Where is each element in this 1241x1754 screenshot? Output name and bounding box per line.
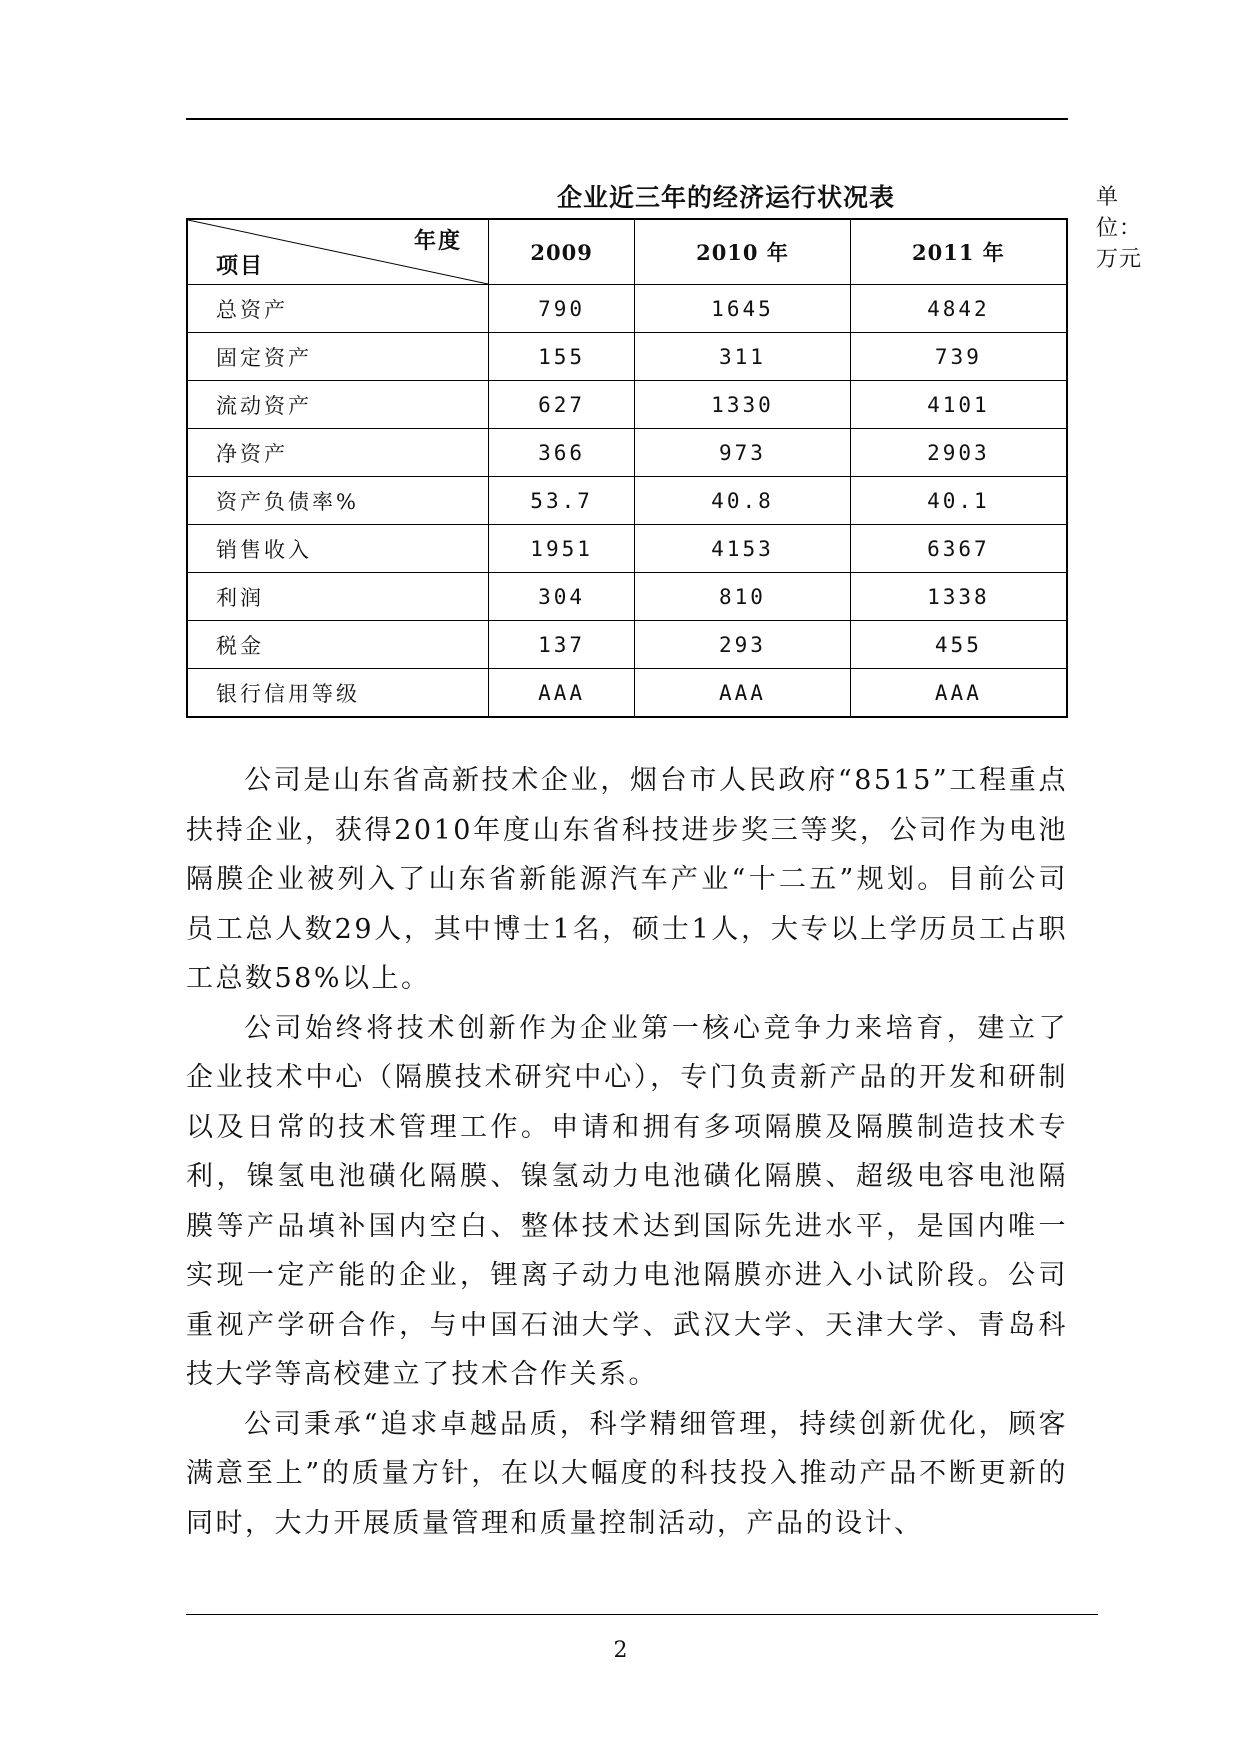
- table-row: [187, 333, 1067, 381]
- row-label: 总资产: [187, 285, 489, 333]
- row-label: 利润: [187, 573, 489, 621]
- footer-rule: [186, 1614, 1098, 1615]
- table-title: 企业近三年的经济运行状况表: [556, 183, 895, 212]
- row-label: 流动资产: [187, 381, 489, 429]
- cell-value: AAA: [850, 669, 1067, 718]
- table-row: [187, 477, 1067, 525]
- cell-value: 366: [489, 429, 635, 477]
- row-label: 资产负债率%: [187, 477, 489, 525]
- paragraph: 公司始终将技术创新作为企业第一核心竞争力来培育，建立了企业技术中心（隔膜技术研究中心），专门负责新产品的开发和研制以及日常的技术管理工作。申请和拥有多项隔膜及隔膜制造技术专利，镍氢电池磺化隔膜、镍氢动力电池磺化隔膜、超级电容电池隔膜等产品填补国内空白、整体技术达到国际先进水平，是国内唯一实现一定产能的企业，锂离子动力电池隔膜亦进入小试阶段。公司重视产学研合作，与中国石油大学、武汉大学、天津大学、青岛科技大学等高校建立了技术合作关系。: [186, 1012, 1068, 1390]
- table-row: [187, 381, 1067, 429]
- table-row: [187, 285, 1067, 333]
- paragraph: 公司秉承“追求卓越品质，科学精细管理，持续创新优化，顾客满意至上”的质量方针，在以大幅度的科技投入推动产品不断更新的同时，大力开展质量管理和质量控制活动，产品的设计、: [186, 1408, 1068, 1539]
- page-number: 2: [613, 1638, 628, 1663]
- row-label: 银行信用等级: [187, 669, 489, 718]
- economic-table: [186, 218, 1068, 718]
- cell-value: 40.1: [850, 477, 1067, 525]
- cell-value: 1338: [850, 573, 1067, 621]
- cell-value: AAA: [489, 669, 635, 718]
- cell-value: 4101: [850, 381, 1067, 429]
- row-label: 净资产: [187, 429, 489, 477]
- cell-value: AAA: [635, 669, 851, 718]
- header-corner-cell: [187, 219, 489, 285]
- cell-value: 1645: [635, 285, 851, 333]
- cell-value: 627: [489, 381, 635, 429]
- year-header-2011: 2011 年: [850, 219, 1067, 285]
- cell-value: 6367: [850, 525, 1067, 573]
- cell-value: 304: [489, 573, 635, 621]
- table-row: [187, 573, 1067, 621]
- year-header-2010: 2010 年: [635, 219, 851, 285]
- cell-value: 1951: [489, 525, 635, 573]
- cell-value: 53.7: [489, 477, 635, 525]
- cell-value: 973: [635, 429, 851, 477]
- cell-value: 739: [850, 333, 1067, 381]
- year-header-2009: 2009: [489, 219, 635, 285]
- cell-value: 4842: [850, 285, 1067, 333]
- row-label: 销售收入: [187, 525, 489, 573]
- item-header-label: 项目: [216, 253, 265, 279]
- table-row: [187, 669, 1067, 718]
- table-row: [187, 429, 1067, 477]
- row-label: 税金: [187, 621, 489, 669]
- year-header-label: 年度: [413, 228, 462, 254]
- cell-value: 455: [850, 621, 1067, 669]
- cell-value: 293: [635, 621, 851, 669]
- table-row: [187, 525, 1067, 573]
- row-label: 固定资产: [187, 333, 489, 381]
- cell-value: 790: [489, 285, 635, 333]
- cell-value: 810: [635, 573, 851, 621]
- cell-value: 137: [489, 621, 635, 669]
- header-rule: [186, 118, 1068, 120]
- table-header-row: [187, 219, 1067, 285]
- body-text: [186, 756, 1068, 1548]
- cell-value: 155: [489, 333, 635, 381]
- table-row: [187, 621, 1067, 669]
- cell-value: 1330: [635, 381, 851, 429]
- paragraph: 公司是山东省高新技术企业，烟台市人民政府“8515”工程重点扶持企业，获得2010年度山东省科技进步奖三等奖，公司作为电池隔膜企业被列入了山东省新能源汽车产业“十二五”规划。目前公司员工总人数29人，其中博士1名，硕士1人，大专以上学历员工占职工总数58%以上。: [186, 765, 1068, 994]
- cell-value: 4153: [635, 525, 851, 573]
- unit-label: 单位：万元: [1096, 185, 1143, 272]
- cell-value: 311: [635, 333, 851, 381]
- cell-value: 2903: [850, 429, 1067, 477]
- cell-value: 40.8: [635, 477, 851, 525]
